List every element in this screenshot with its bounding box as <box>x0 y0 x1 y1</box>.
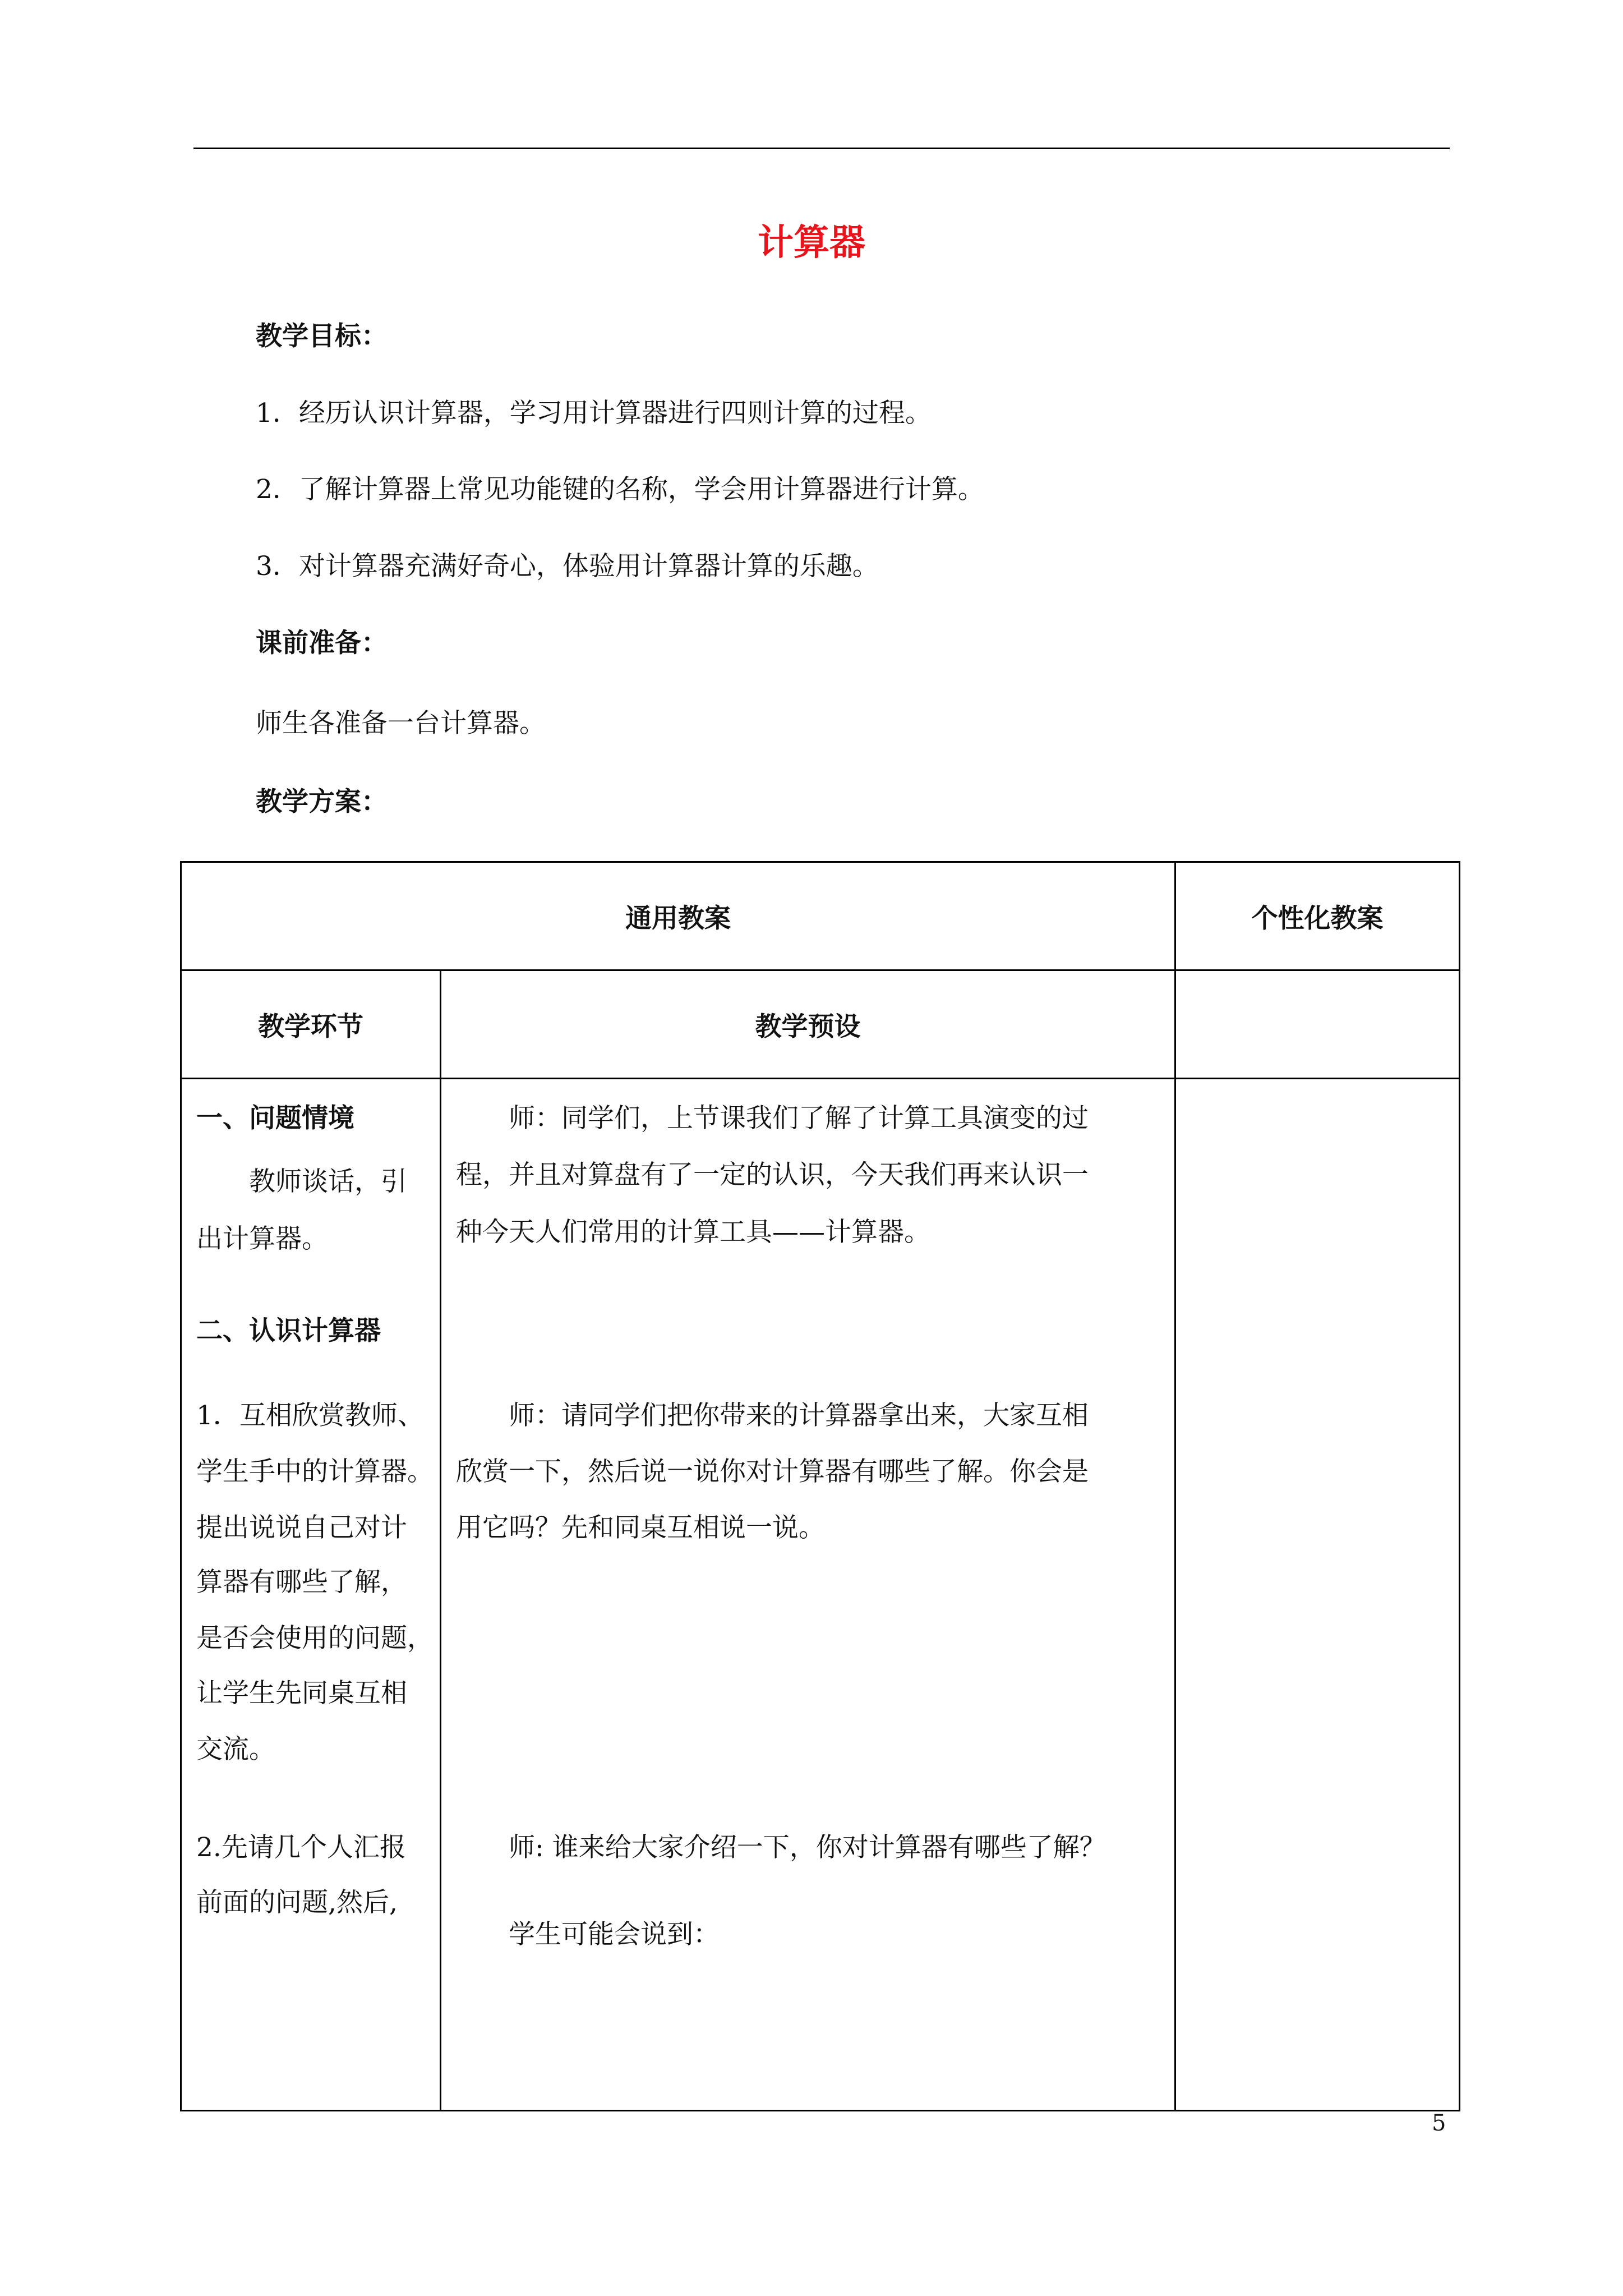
header-rule <box>193 148 1450 149</box>
preset-line: 学生可能会说到： <box>456 1919 720 1950</box>
stage-line: 学生手中的计算器。 <box>196 1456 434 1487</box>
stage-line: 教师谈话，引 <box>196 1166 407 1197</box>
preset-line: 师：请同学们把你带来的计算器拿出来，大家互相 <box>456 1400 1089 1431</box>
prep-text: 师生各准备一台计算器。 <box>256 708 546 739</box>
preset-cell <box>441 1079 1175 2111</box>
column-teaching-stage: 教学环节 <box>181 970 441 1079</box>
goals-heading: 教学目标： <box>256 321 388 352</box>
preset-line: 师：同学们，上节课我们了解了计算工具演变的过 <box>456 1103 1089 1134</box>
header-general-plan: 通用教案 <box>181 862 1175 970</box>
prep-heading: 课前准备： <box>256 628 388 659</box>
stage-line: 提出说说自己对计 <box>196 1512 407 1543</box>
preset-line: 种今天人们常用的计算工具——计算器。 <box>456 1217 930 1248</box>
stage-line: 1．互相欣赏教师、 <box>196 1400 424 1431</box>
goal-item-2: 2．了解计算器上常见功能键的名称，学会用计算器进行计算。 <box>256 474 984 505</box>
plan-heading: 教学方案： <box>256 786 388 817</box>
stage-line: 算器有哪些了解， <box>196 1567 407 1598</box>
stage-line: 让学生先同桌互相 <box>196 1678 407 1709</box>
header-personal-plan: 个性化教案 <box>1175 862 1460 970</box>
goal-item-1: 1．经历认识计算器，学习用计算器进行四则计算的过程。 <box>256 398 932 429</box>
stage-heading-2: 二、认识计算器 <box>196 1315 381 1346</box>
stage-line: 出计算器。 <box>196 1223 328 1254</box>
personal-plan-cell <box>1175 1079 1460 2111</box>
stage-line: 是否会使用的问题， <box>196 1623 434 1654</box>
personal-plan-header-cell <box>1175 970 1460 1079</box>
lesson-plan-table <box>180 861 1460 2111</box>
page-number: 5 <box>1432 2110 1446 2136</box>
stage-line: 2.先请几个人汇报 <box>196 1832 406 1863</box>
preset-line: 师: 谁来给大家介绍一下，你对计算器有哪些了解？ <box>456 1832 1106 1863</box>
column-teaching-preset: 教学预设 <box>441 970 1175 1079</box>
preset-line: 程，并且对算盘有了一定的认识，今天我们再来认识一 <box>456 1159 1089 1190</box>
stage-heading-1: 一、问题情境 <box>196 1103 354 1134</box>
goal-item-3: 3．对计算器充满好奇心，体验用计算器计算的乐趣。 <box>256 551 879 582</box>
preset-line: 用它吗？先和同桌互相说一说。 <box>456 1512 825 1543</box>
preset-line: 欣赏一下，然后说一说你对计算器有哪些了解。你会是 <box>456 1456 1089 1487</box>
stage-line: 前面的问题,然后, <box>196 1887 398 1918</box>
stage-line: 交流。 <box>196 1734 275 1765</box>
page-title: 计算器 <box>758 222 865 264</box>
stage-cell <box>181 1079 441 2111</box>
